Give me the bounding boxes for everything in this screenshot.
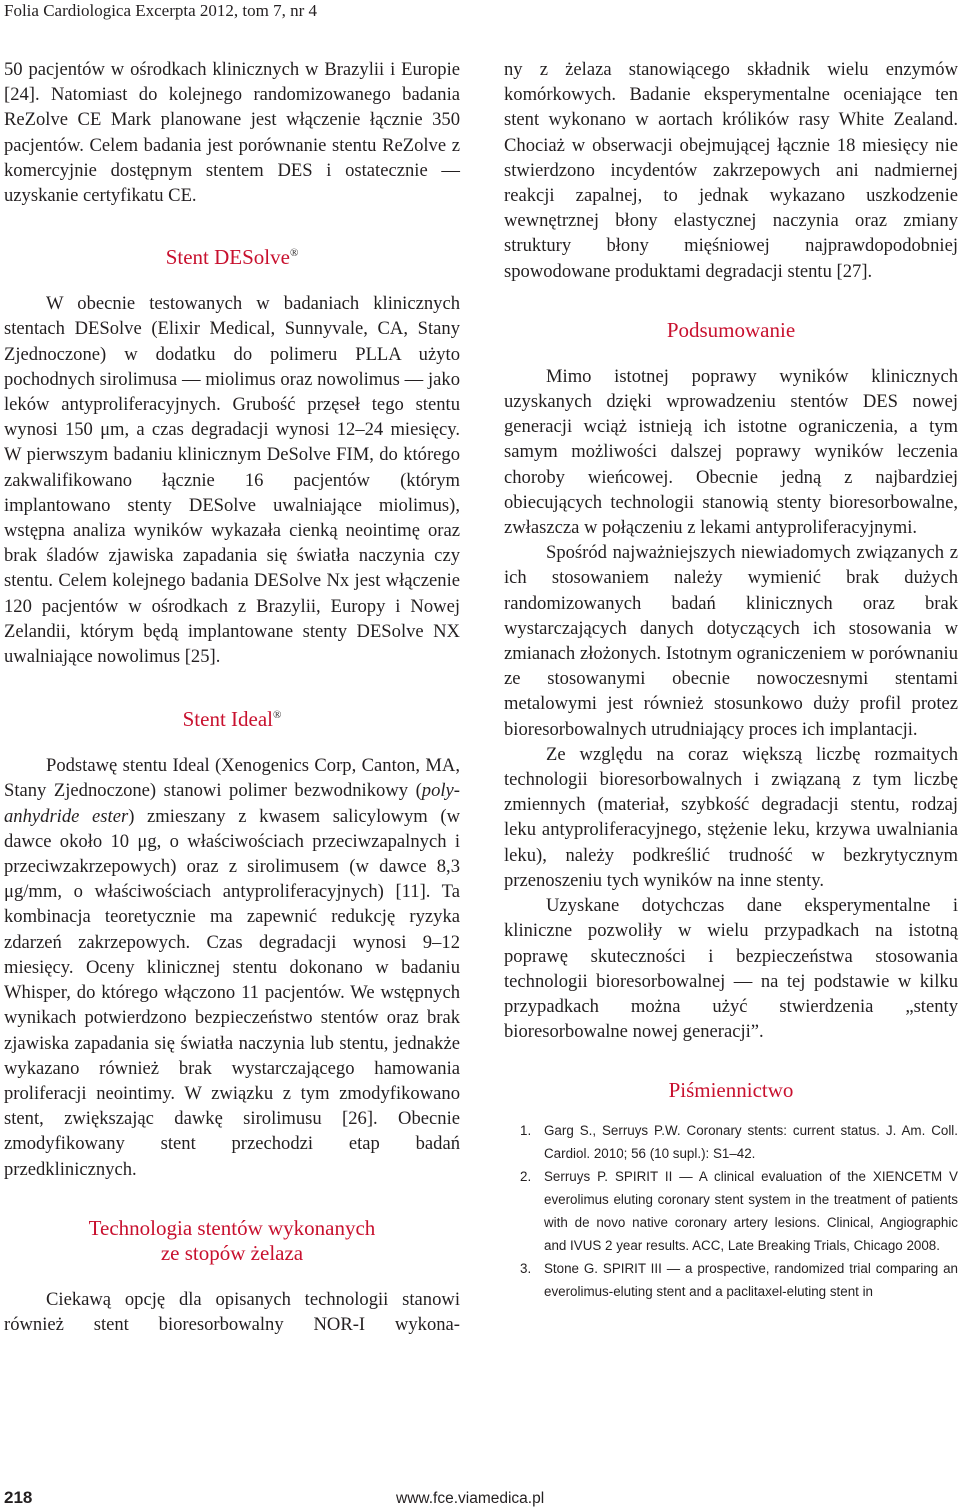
reference-number: 1. bbox=[520, 1123, 532, 1139]
heading-references: Piśmiennictwo bbox=[668, 1078, 794, 1103]
paragraph-intro: 50 pacjentów w ośrodkach klinicznych w Brazylii i Europie [24]. Natomiast do kolejnego randomizowanego badania ReZolve CE Mark planowane jest włączenie łącznie 350 pacjentów. Celem badania jest porównanie stentu ReZolve z komercyjnie dostępnym stentem DES i ostatecznie — uzyskanie certyfikatu CE. bbox=[4, 59, 460, 207]
journal-url[interactable]: www.fce.viamedica.pl bbox=[396, 1490, 545, 1507]
reference-item bbox=[504, 1257, 958, 1303]
heading-desolve bbox=[4, 241, 460, 270]
reference-text: Serruys P. SPIRIT II — A clinical evaluation of the XIENCETM V everolimus eluting coronary stent system in the treatment of patients with de novo native coronary artery lesions. Clinical, Angiographic and IVUS 2 year results. ACC, Late Breaking Trials, Chicago 2008. bbox=[544, 1169, 958, 1254]
paragraph-summary-3: Ze względu na coraz większą liczbę rozmaitych technologii bioresorbowalnych i związaną z tym liczbę zmiennych (materiał, szybkość degradacji stentu, rodzaj leku antyproliferacyjnego, stężenie leku, krzywa uwalniania leku), należy podkreślić trudność w bezkrytycznym przenoszeniu tych wyników na inne stenty. bbox=[504, 743, 958, 891]
reference-item bbox=[504, 1165, 958, 1257]
references-list bbox=[504, 1119, 958, 1303]
paragraph-ideal-part-1: Podstawę stentu Ideal (Xenogenics Corp, Canton, MA, Stany Zjednoczone) stanowi polimer bezwodnikowy ( bbox=[4, 755, 460, 802]
reference-number: 3. bbox=[520, 1261, 532, 1277]
registered-mark: ® bbox=[273, 709, 282, 722]
running-head: Folia Cardiologica Excerpta 2012, tom 7, nr 4 bbox=[4, 1, 318, 20]
heading-iron-line-2: ze stopów żelaza bbox=[160, 1240, 304, 1265]
heading-summary: Podsumowanie bbox=[666, 317, 796, 342]
heading-iron-line-1: Technologia stentów wykonanych bbox=[88, 1215, 376, 1240]
heading-ideal-text: Stent Ideal bbox=[182, 707, 274, 732]
paragraph-iron-continued: ny z żelaza stanowiącego składnik wielu enzymów komórkowych. Badanie eksperymentalne oceniające ten stent wykonano w aortach królików rasy White Zealand. Chociaż w obserwacji obejmującej łącznie 18 miesięcy nie stwierdzono incydentów zakrzepowych ani nadmiernej reakcji zapalnej, to jednak wykazano uszkodzenie wewnętrznej błony elastycznej naczynia oraz zmiany struktury błony mięśniowej najprawdopodobniej spowodowane produktami degradacji stentu [27]. bbox=[504, 59, 958, 282]
paragraph-ideal-italic: poly-anhydride ester bbox=[4, 780, 460, 827]
right-column bbox=[504, 57, 958, 1303]
paragraph-ideal-part-2: ) zmieszany z kwasem salicylowym (w dawce około 10 μg, o właściwościach przeciwzapalnych i przeciwzakrzepowych) oraz z sirolimusem (w dawce 8,3 μg/mm, o właściwościach antyproliferacyjnych) [11]. Ta kombinacja teoretycznie ma zapewnić redukcję ryzyka zdarzeń zakrzepowych. Czas degradacji wynosi 9–12 miesięcy. Oceny klinicznej stentu dokonano w badaniu Whisper, do którego włączono 11 pacjentów. We wstępnych wynikach potwierdzono bezpieczeństwo stentów oraz brak zjawiska zapadania się światła naczynia lub stentu, jednakże wykazano również brak wystarczającego hamowania proliferacji neointimy. W związku z tym zmodyfikowano stent, zwiększając dawkę sirolimusu [26]. Obecnie zmodyfikowany stent przechodzi etap badań przedklinicznych. bbox=[4, 805, 460, 1180]
paragraph-summary-1: Mimo istotnej poprawy wyników klinicznych uzyskanych dzięki wprowadzeniu stentów DES nowej generacji wciąż istnieją ich istotne ograniczenia, a tym samym możliwości dalszej poprawy wyników leczenia choroby wieńcowej. Obecnie jedną z najbardziej obiecujących technologii stanowią stenty bioresorbowalne, zwłaszcza w połączeniu z lekami antyproliferacyjnymi. bbox=[504, 365, 958, 539]
heading-ideal bbox=[4, 703, 460, 732]
paragraph-summary-2: Spośród najważniejszych niewiadomych związanych z ich stosowaniem należy wymienić brak dużych randomizowanych badań klinicznych oraz brak wystarczających danych dotyczących ich stosowania w zmianach złożonych. Istotnym ograniczeniem w porównaniu ze stosowanymi obecnie nowoczesnymi stentami metalowymi jest również stosunkowo duży profil protez bioresorbowalnych utrudniający proces ich implantacji. bbox=[504, 542, 958, 740]
heading-desolve-text: Stent DESolve bbox=[165, 245, 290, 270]
reference-text: Garg S., Serruys P.W. Coronary stents: current status. J. Am. Coll. Cardiol. 2010; 56 (10 supl.): S1–42. bbox=[544, 1123, 958, 1162]
registered-mark: ® bbox=[289, 247, 299, 260]
paragraph-desolve: W obecnie testowanych w badaniach klinicznych stentach DESolve (Elixir Medical, Sunnyvale, CA, Stany Zjednoczone) w dodatku do polimeru PLLA użyto pochodnych sirolimusa — miolimus oraz nowolimus — jako leków antyproliferacyjnych. Grubość przęseł tego stentu wynosi 150 μm, a czas degradacji wynosi 12–24 miesięcy. W pierwszym badaniu klinicznym DeSolve FIM, do którego zakwalifikowano łącznie 16 pacjentów (którym implantowano stenty DESolve uwalniające miolimus), wstępna analiza wyników wykazała cienką neointimę oraz brak śladów zjawiska zapadania się światła naczynia czy stentu. Celem kolejnego badania DESolve Nx jest włączenie 120 pacjentów w ośrodkach z Brazylii, Europy i Nowej Zelandii, którym będą implantowane stenty DESolve NX uwalniające nowolimus [25]. bbox=[4, 293, 460, 668]
left-column bbox=[4, 57, 460, 1337]
paragraph-ideal bbox=[4, 753, 460, 1181]
reference-text: Stone G. SPIRIT III — a prospective, randomized trial comparing an everolimus-eluting stent and a paclitaxel-eluting stent in bbox=[544, 1261, 958, 1300]
reference-number: 2. bbox=[520, 1169, 532, 1185]
paragraph-iron: Ciekawą opcję dla opisanych technologii stanowi również stent bioresorbowalny NOR-I wykona- bbox=[4, 1288, 460, 1335]
page-number: 218 bbox=[4, 1488, 33, 1507]
paragraph-summary-4: Uzyskane dotychczas dane eksperymentalne i kliniczne pozwoliły w wielu przypadkach na istotną poprawę skuteczności i bezpieczeństwa stosowania technologii bioresorbowalnej — na tej podstawie w kilku przypadkach można użyć stwierdzenia „stenty bioresorbowalne nowej generacji”. bbox=[504, 895, 958, 1043]
heading-iron-stents bbox=[4, 1216, 460, 1266]
reference-item bbox=[504, 1119, 958, 1165]
